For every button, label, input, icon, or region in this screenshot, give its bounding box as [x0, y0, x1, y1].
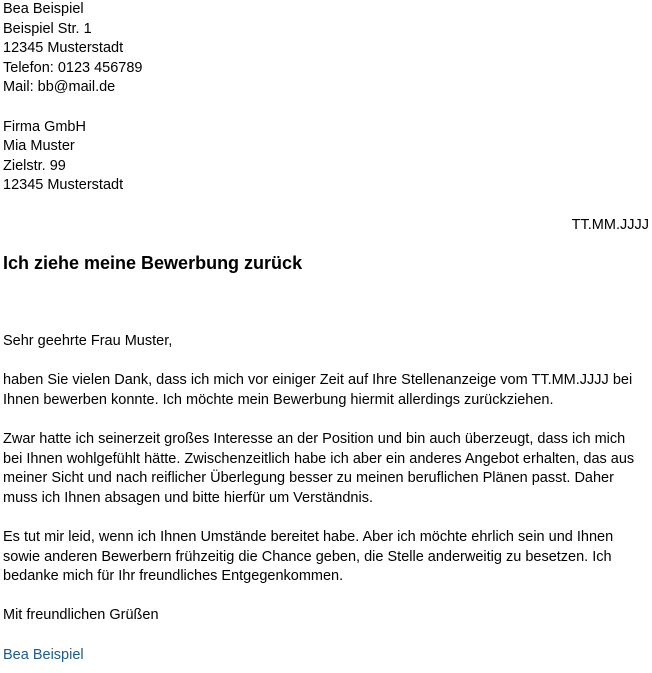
- body-paragraph-1: [3, 371, 649, 410]
- paragraph-line: bedanke mich für Ihr freundliches Entgegenkommen.: [3, 568, 344, 585]
- recipient-address: [3, 118, 649, 196]
- sender-address: [3, 0, 649, 98]
- recipient-person: Mia Muster: [3, 138, 75, 155]
- paragraph-line: haben Sie vielen Dank, dass ich mich vor einiger Zeit auf Ihre Stellenanzeige vom TT.MM.JJJJ bei: [3, 372, 633, 389]
- sender-phone: Telefon: 0123 456789: [3, 59, 143, 76]
- paragraph-line: muss ich Ihnen absagen und bitte hierfür um Verständnis.: [3, 489, 373, 506]
- recipient-street: Zielstr. 99: [3, 157, 66, 174]
- sender-city: 12345 Musterstadt: [3, 40, 124, 57]
- paragraph-line: bei Ihnen wohlgefühlt hätte. Zwischenzeitlich habe ich aber ein anderes Angebot erhalten, das aus: [3, 450, 635, 467]
- letter-page: [3, 0, 649, 665]
- recipient-company: Firma GmbH: [3, 118, 86, 135]
- signature-name: Bea Beispiel: [3, 646, 84, 663]
- paragraph-line: Ihnen bewerben konnte. Ich möchte mein Bewerbung hiermit allerdings zurückziehen.: [3, 391, 554, 408]
- sender-name: Bea Beispiel: [3, 1, 84, 17]
- recipient-city: 12345 Musterstadt: [3, 177, 124, 194]
- sender-street: Beispiel Str. 1: [3, 20, 92, 37]
- paragraph-line: Zwar hatte ich seinerzeit großes Interesse an der Position und bin auch überzeugt, dass ich mich: [3, 431, 626, 448]
- letter-subject: Ich ziehe meine Bewerbung zurück: [3, 253, 303, 274]
- letter-date: TT.MM.JJJJ: [571, 216, 649, 233]
- paragraph-line: Es tut mir leid, wenn ich Ihnen Umstände bereitet habe. Aber ich möchte ehrlich sein und Ihnen: [3, 529, 614, 546]
- paragraph-line: sowie anderen Bewerbern frühzeitig die Chance geben, die Stelle anderweitig zu besetzen. Ich: [3, 548, 612, 565]
- salutation: Sehr geehrte Frau Muster,: [3, 333, 173, 350]
- sender-mail: Mail: bb@mail.de: [3, 79, 116, 96]
- closing-phrase: Mit freundlichen Grüßen: [3, 607, 159, 624]
- body-paragraph-2: [3, 430, 649, 508]
- paragraph-line: meiner Sicht und nach reiflicher Überlegung besser zu meinen beruflichen Plänen passt. Daher: [3, 470, 614, 487]
- body-paragraph-3: [3, 528, 649, 587]
